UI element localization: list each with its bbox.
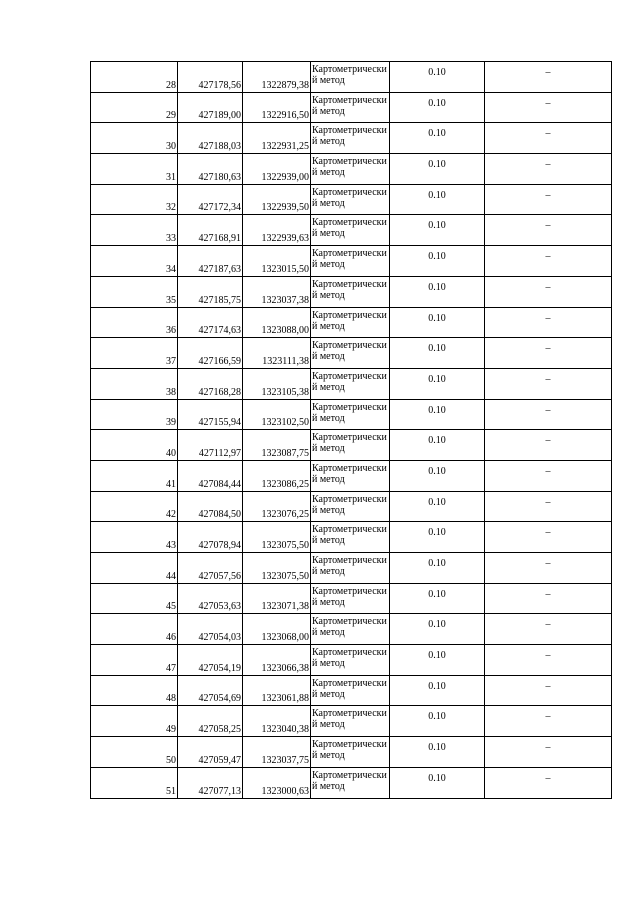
method-cell: Картометрический метод (311, 460, 390, 491)
method-cell: Картометрический метод (311, 123, 390, 154)
x-coordinate-cell: 427189,00 (178, 92, 243, 123)
table-row (91, 645, 612, 676)
description-cell: – (485, 307, 612, 338)
x-coordinate-cell: 427054,19 (178, 645, 243, 676)
y-coordinate-cell: 1323071,38 (243, 583, 311, 614)
description-cell: – (485, 460, 612, 491)
table-row (91, 123, 612, 154)
description-cell: – (485, 553, 612, 584)
y-coordinate-cell: 1322931,25 (243, 123, 311, 154)
x-coordinate-cell: 427172,34 (178, 184, 243, 215)
point-number-cell: 44 (91, 553, 178, 584)
accuracy-cell: 0.10 (390, 645, 485, 676)
point-number-cell: 33 (91, 215, 178, 246)
point-number-cell: 29 (91, 92, 178, 123)
description-cell: – (485, 123, 612, 154)
method-cell: Картометрический метод (311, 675, 390, 706)
table-row (91, 246, 612, 277)
point-number-cell: 51 (91, 767, 178, 798)
y-coordinate-cell: 1323075,50 (243, 553, 311, 584)
description-cell: – (485, 583, 612, 614)
table-row (91, 675, 612, 706)
y-coordinate-cell: 1322939,00 (243, 154, 311, 185)
description-cell: – (485, 276, 612, 307)
method-cell: Картометрический метод (311, 614, 390, 645)
table-row (91, 767, 612, 798)
table-row (91, 399, 612, 430)
x-coordinate-cell: 427185,75 (178, 276, 243, 307)
coordinates-table (90, 61, 612, 799)
x-coordinate-cell: 427077,13 (178, 767, 243, 798)
y-coordinate-cell: 1323102,50 (243, 399, 311, 430)
point-number-cell: 46 (91, 614, 178, 645)
point-number-cell: 36 (91, 307, 178, 338)
x-coordinate-cell: 427166,59 (178, 338, 243, 369)
x-coordinate-cell: 427053,63 (178, 583, 243, 614)
method-cell: Картометрический метод (311, 706, 390, 737)
method-cell: Картометрический метод (311, 399, 390, 430)
method-cell: Картометрический метод (311, 645, 390, 676)
method-cell: Картометрический метод (311, 767, 390, 798)
accuracy-cell: 0.10 (390, 62, 485, 93)
point-number-cell: 37 (91, 338, 178, 369)
method-cell: Картометрический метод (311, 583, 390, 614)
x-coordinate-cell: 427084,50 (178, 491, 243, 522)
accuracy-cell: 0.10 (390, 368, 485, 399)
method-cell: Картометрический метод (311, 307, 390, 338)
y-coordinate-cell: 1323061,88 (243, 675, 311, 706)
x-coordinate-cell: 427180,63 (178, 154, 243, 185)
method-cell: Картометрический метод (311, 338, 390, 369)
x-coordinate-cell: 427057,56 (178, 553, 243, 584)
point-number-cell: 38 (91, 368, 178, 399)
y-coordinate-cell: 1323015,50 (243, 246, 311, 277)
y-coordinate-cell: 1323111,38 (243, 338, 311, 369)
description-cell: – (485, 399, 612, 430)
x-coordinate-cell: 427187,63 (178, 246, 243, 277)
accuracy-cell: 0.10 (390, 706, 485, 737)
point-number-cell: 50 (91, 737, 178, 768)
table-row (91, 184, 612, 215)
x-coordinate-cell: 427168,28 (178, 368, 243, 399)
table-row (91, 62, 612, 93)
accuracy-cell: 0.10 (390, 583, 485, 614)
table-row (91, 553, 612, 584)
y-coordinate-cell: 1322939,50 (243, 184, 311, 215)
description-cell: – (485, 215, 612, 246)
description-cell: – (485, 62, 612, 93)
y-coordinate-cell: 1322916,50 (243, 92, 311, 123)
description-cell: – (485, 184, 612, 215)
y-coordinate-cell: 1323075,50 (243, 522, 311, 553)
point-number-cell: 35 (91, 276, 178, 307)
accuracy-cell: 0.10 (390, 123, 485, 154)
accuracy-cell: 0.10 (390, 92, 485, 123)
table-row (91, 215, 612, 246)
y-coordinate-cell: 1323088,00 (243, 307, 311, 338)
accuracy-cell: 0.10 (390, 767, 485, 798)
description-cell: – (485, 522, 612, 553)
y-coordinate-cell: 1323037,75 (243, 737, 311, 768)
y-coordinate-cell: 1323087,75 (243, 430, 311, 461)
accuracy-cell: 0.10 (390, 522, 485, 553)
description-cell: – (485, 614, 612, 645)
method-cell: Картометрический метод (311, 215, 390, 246)
table-row (91, 737, 612, 768)
y-coordinate-cell: 1322879,38 (243, 62, 311, 93)
x-coordinate-cell: 427084,44 (178, 460, 243, 491)
description-cell: – (485, 338, 612, 369)
table-row (91, 614, 612, 645)
method-cell: Картометрический метод (311, 430, 390, 461)
description-cell: – (485, 491, 612, 522)
y-coordinate-cell: 1323037,38 (243, 276, 311, 307)
description-cell: – (485, 368, 612, 399)
point-number-cell: 47 (91, 645, 178, 676)
table-row (91, 338, 612, 369)
y-coordinate-cell: 1323040,38 (243, 706, 311, 737)
x-coordinate-cell: 427188,03 (178, 123, 243, 154)
point-number-cell: 34 (91, 246, 178, 277)
accuracy-cell: 0.10 (390, 338, 485, 369)
x-coordinate-cell: 427054,69 (178, 675, 243, 706)
accuracy-cell: 0.10 (390, 184, 485, 215)
description-cell: – (485, 246, 612, 277)
description-cell: – (485, 645, 612, 676)
x-coordinate-cell: 427155,94 (178, 399, 243, 430)
point-number-cell: 48 (91, 675, 178, 706)
description-cell: – (485, 92, 612, 123)
y-coordinate-cell: 1322939,63 (243, 215, 311, 246)
x-coordinate-cell: 427178,56 (178, 62, 243, 93)
x-coordinate-cell: 427058,25 (178, 706, 243, 737)
method-cell: Картометрический метод (311, 62, 390, 93)
x-coordinate-cell: 427168,91 (178, 215, 243, 246)
method-cell: Картометрический метод (311, 491, 390, 522)
method-cell: Картометрический метод (311, 184, 390, 215)
point-number-cell: 32 (91, 184, 178, 215)
description-cell: – (485, 675, 612, 706)
point-number-cell: 40 (91, 430, 178, 461)
x-coordinate-cell: 427112,97 (178, 430, 243, 461)
x-coordinate-cell: 427174,63 (178, 307, 243, 338)
accuracy-cell: 0.10 (390, 154, 485, 185)
y-coordinate-cell: 1323068,00 (243, 614, 311, 645)
table-row (91, 430, 612, 461)
method-cell: Картометрический метод (311, 92, 390, 123)
table-row (91, 706, 612, 737)
table-row (91, 583, 612, 614)
accuracy-cell: 0.10 (390, 491, 485, 522)
y-coordinate-cell: 1323076,25 (243, 491, 311, 522)
coordinates-table-body (91, 62, 612, 799)
accuracy-cell: 0.10 (390, 246, 485, 277)
description-cell: – (485, 737, 612, 768)
accuracy-cell: 0.10 (390, 307, 485, 338)
method-cell: Картометрический метод (311, 737, 390, 768)
description-cell: – (485, 706, 612, 737)
table-row (91, 522, 612, 553)
point-number-cell: 31 (91, 154, 178, 185)
method-cell: Картометрический метод (311, 553, 390, 584)
accuracy-cell: 0.10 (390, 460, 485, 491)
description-cell: – (485, 154, 612, 185)
table-row (91, 307, 612, 338)
method-cell: Картометрический метод (311, 246, 390, 277)
table-row (91, 276, 612, 307)
accuracy-cell: 0.10 (390, 215, 485, 246)
table-row (91, 92, 612, 123)
point-number-cell: 39 (91, 399, 178, 430)
point-number-cell: 42 (91, 491, 178, 522)
method-cell: Картометрический метод (311, 276, 390, 307)
accuracy-cell: 0.10 (390, 430, 485, 461)
y-coordinate-cell: 1323066,38 (243, 645, 311, 676)
point-number-cell: 49 (91, 706, 178, 737)
point-number-cell: 41 (91, 460, 178, 491)
method-cell: Картометрический метод (311, 154, 390, 185)
point-number-cell: 30 (91, 123, 178, 154)
point-number-cell: 45 (91, 583, 178, 614)
point-number-cell: 43 (91, 522, 178, 553)
accuracy-cell: 0.10 (390, 553, 485, 584)
accuracy-cell: 0.10 (390, 675, 485, 706)
method-cell: Картометрический метод (311, 368, 390, 399)
accuracy-cell: 0.10 (390, 399, 485, 430)
point-number-cell: 28 (91, 62, 178, 93)
y-coordinate-cell: 1323086,25 (243, 460, 311, 491)
accuracy-cell: 0.10 (390, 614, 485, 645)
accuracy-cell: 0.10 (390, 276, 485, 307)
description-cell: – (485, 767, 612, 798)
x-coordinate-cell: 427078,94 (178, 522, 243, 553)
table-row (91, 154, 612, 185)
y-coordinate-cell: 1323000,63 (243, 767, 311, 798)
table-row (91, 368, 612, 399)
x-coordinate-cell: 427059,47 (178, 737, 243, 768)
y-coordinate-cell: 1323105,38 (243, 368, 311, 399)
x-coordinate-cell: 427054,03 (178, 614, 243, 645)
table-row (91, 491, 612, 522)
accuracy-cell: 0.10 (390, 737, 485, 768)
method-cell: Картометрический метод (311, 522, 390, 553)
table-row (91, 460, 612, 491)
description-cell: – (485, 430, 612, 461)
